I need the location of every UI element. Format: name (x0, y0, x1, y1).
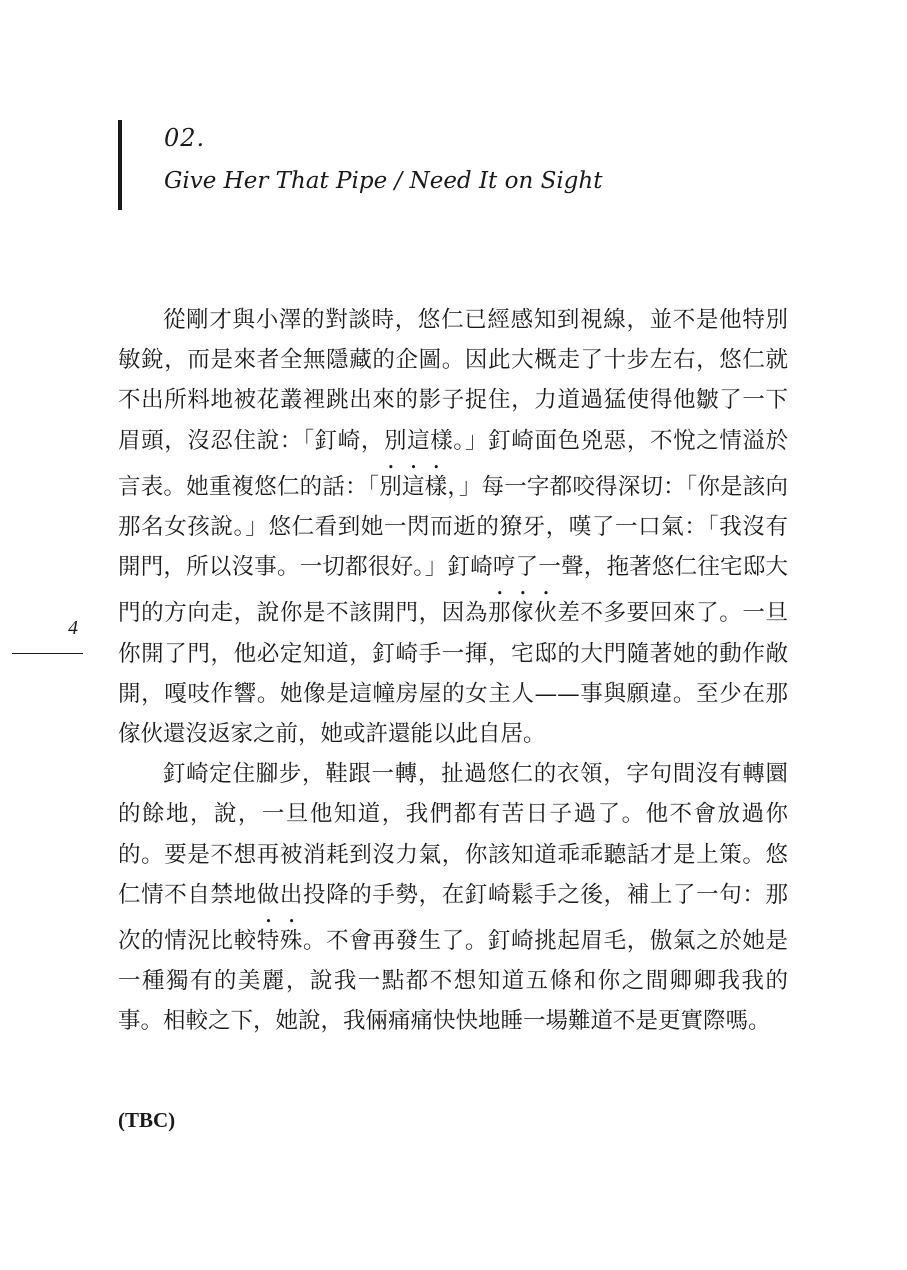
page-number: 4 (68, 617, 78, 639)
text-segment: 。不會再發生了。釘崎挑起眉毛，傲氣之於她是一種獨有的美麗，說我一點都不想知道五條和你之間卿卿我我的事。相較之下，她說，我倆痛痛快快地睡一場難道不是更實際嗎。 (118, 928, 788, 1035)
chapter-number: 02. (164, 124, 206, 152)
to-be-continued-note: (TBC) (118, 1108, 176, 1132)
emphasized-text: 那傢伙 (487, 600, 558, 627)
paragraph-2 (118, 754, 788, 1041)
chapter-title: Give Her That Pipe / Need It on Sight (164, 168, 603, 194)
text-segment: 差不多要回來了。一旦你開了門，他必定知道，釘崎手一揮，宅邸的大門隨著她的動作敞開，嘎吱作響。她像是這幢房屋的女主人——事與願違。至少在那傢伙還沒返家之前，她或許還能以此自居。 (118, 600, 788, 748)
emphasized-text: 特殊 (256, 928, 303, 955)
page-number-rule (12, 653, 83, 654)
body-text (118, 300, 788, 1042)
emphasized-text: 別這樣 (379, 473, 448, 500)
chapter-heading-bar (118, 120, 122, 210)
text-segment: 從剛才與小澤的對談時，悠仁已經感知到視線，並不是他特別敏銳，而是來者全無隱藏的企圖。因此大概走了十步左右，悠仁就不出所料地被花叢裡跳出來的影子捉住，力道過猛使得他皺了一下眉頭，沒忍住說：「釘崎，別這樣。」釘崎面色兇惡，不悅之情溢於言表。她重複悠仁的話：「 (118, 307, 788, 500)
paragraph-1 (118, 300, 788, 754)
text-segment: ，」每一字都咬得深切：「你是該向那名女孩說。」悠仁看到她一閃而逝的獠牙，嘆了一口氣：「我沒有開門，所以沒事。一切都很好。」釘崎哼了一聲，拖著悠仁往宅邸大門的方向走，說你是不該開門，因為 (118, 473, 788, 627)
text-segment: 釘崎定住腳步，鞋跟一轉，扯過悠仁的衣領，字句間沒有轉圜的餘地，說，一旦他知道，我們都有苦日子過了。他不會放過你的。要是不想再被消耗到沒力氣，你該知道乖乖聽話才是上策。悠仁情不自禁地做出投降的手勢，在釘崎鬆手之後，補上了一句：那次的情況比較 (118, 761, 788, 955)
